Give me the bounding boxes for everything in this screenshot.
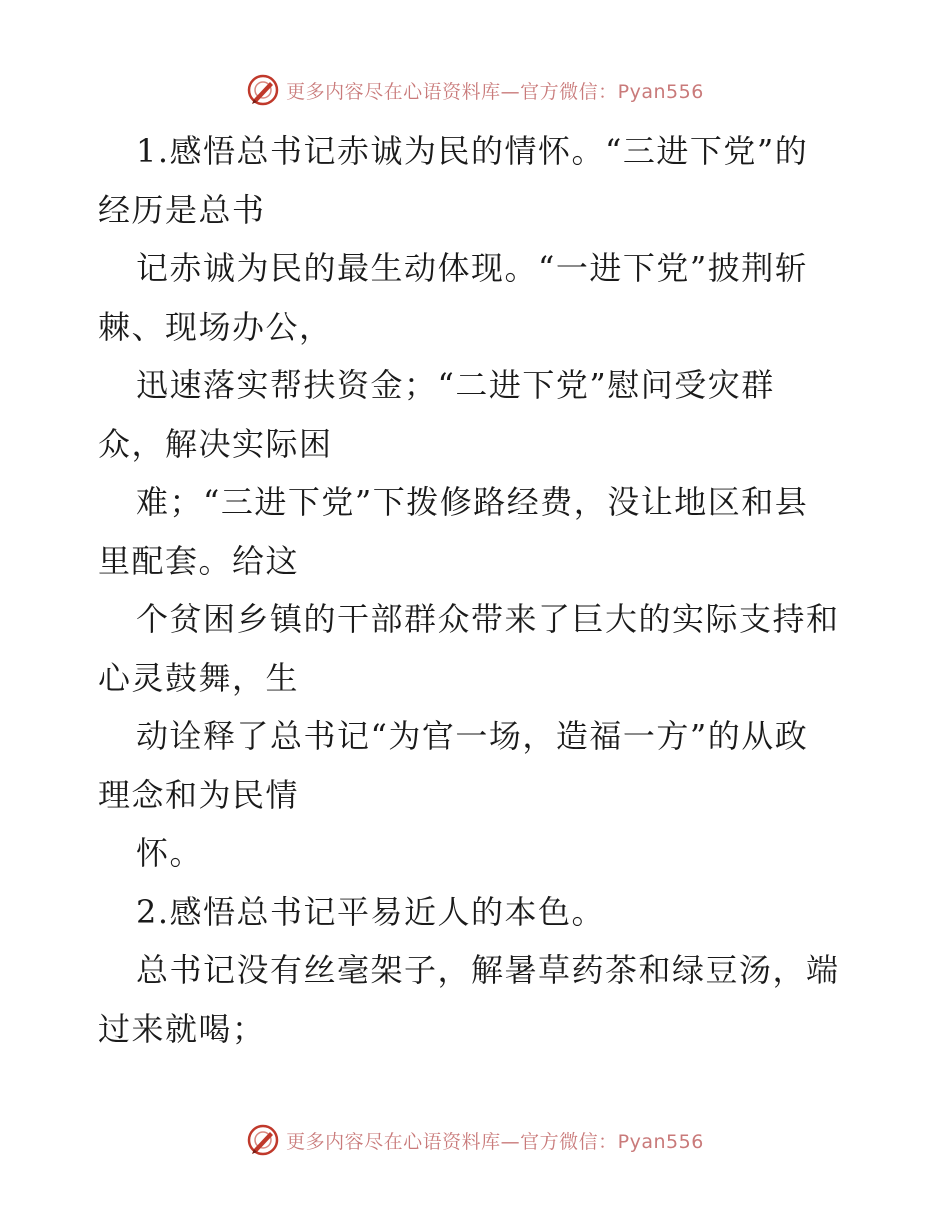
- text-line: 棘、现场办公，: [98, 307, 333, 346]
- document-body: [98, 122, 858, 1058]
- text-line: 总书记没有丝毫架子，解暑草药茶和绿豆汤，端: [136, 951, 840, 989]
- text-line: 个贫困乡镇的干部群众带来了巨大的实际支持和: [136, 600, 840, 638]
- text-line: 记赤诚为民的最生动体现。“一进下党”披荆斩: [136, 249, 809, 287]
- pen-logo-icon: [246, 73, 280, 107]
- text-line: 过来就喝；: [98, 1009, 266, 1048]
- section-heading: 2.感悟总书记平易近人的本色。: [136, 892, 606, 931]
- text-line: 众，解决实际困: [98, 424, 333, 463]
- text-line: 难；“三进下党”下拨修路经费，没让地区和县: [136, 483, 809, 521]
- text-line: 经历是总书: [98, 190, 266, 229]
- text-line: 1.感悟总书记赤诚为民的情怀。“三进下党”的: [136, 132, 809, 170]
- text-line: 理念和为民情: [98, 775, 300, 814]
- text-line: 迅速落实帮扶资金；“二进下党”慰问受灾群: [136, 366, 775, 404]
- text-line: 心灵鼓舞，生: [98, 658, 300, 697]
- footer-watermark: [0, 1122, 950, 1158]
- header-watermark-text: 更多内容尽在心语资料库—官方微信：Pyan556: [286, 80, 704, 103]
- header-watermark: [0, 72, 950, 108]
- pen-logo-icon: [246, 1123, 280, 1157]
- text-line: 动诠释了总书记“为官一场，造福一方”的从政: [136, 717, 809, 755]
- text-line: 里配套。给这: [98, 541, 300, 580]
- text-line: 怀。: [136, 834, 204, 872]
- footer-watermark-text: 更多内容尽在心语资料库—官方微信：Pyan556: [286, 1130, 704, 1153]
